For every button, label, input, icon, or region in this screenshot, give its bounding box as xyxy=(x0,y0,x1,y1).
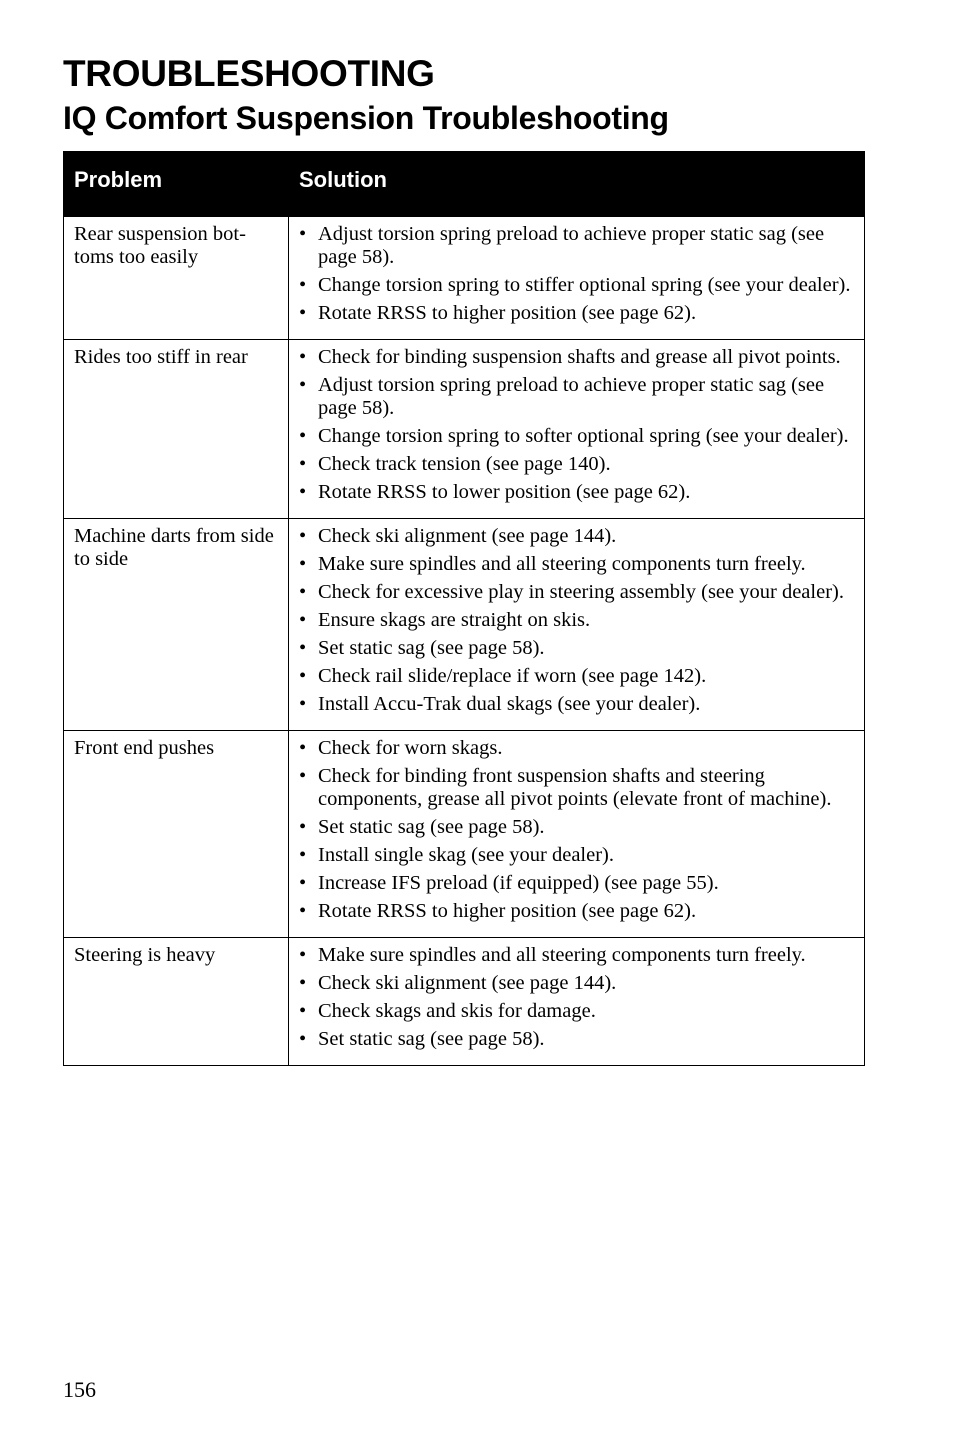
page-number: 156 xyxy=(63,1377,96,1402)
problem-cell: Machine darts from side to side xyxy=(64,519,289,731)
problem-cell: Rear suspension bot-toms too easily xyxy=(64,217,289,340)
solution-list xyxy=(299,944,856,1051)
solution-cell xyxy=(289,217,865,340)
column-header-solution: Solution xyxy=(289,152,865,217)
solution-item: • Install Accu-Trak dual skags (see your dealer). xyxy=(299,693,856,716)
solution-cell xyxy=(289,340,865,519)
solution-item: • Change torsion spring to stiffer optional spring (see your dealer). xyxy=(299,274,856,297)
problem-cell: Front end pushes xyxy=(64,731,289,938)
solution-item: • Check for binding suspension shafts and grease all pivot points. xyxy=(299,346,856,369)
solution-list xyxy=(299,223,856,325)
solution-item: • Rotate RRSS to lower position (see page 62). xyxy=(299,481,856,504)
table-body xyxy=(64,217,865,1066)
solution-item: • Install single skag (see your dealer). xyxy=(299,844,856,867)
troubleshooting-table xyxy=(63,151,865,1066)
solution-item: • Rotate RRSS to higher position (see page 62). xyxy=(299,900,856,923)
solution-item: • Check for binding front suspension shafts and steering components, grease all pivot points (elevate front of machine). xyxy=(299,765,856,811)
section-title: IQ Comfort Suspension Troubleshooting xyxy=(63,100,669,136)
solution-item: • Set static sag (see page 58). xyxy=(299,637,856,660)
solution-item: • Check track tension (see page 140). xyxy=(299,453,856,476)
solution-cell xyxy=(289,519,865,731)
solution-item: • Rotate RRSS to higher position (see page 62). xyxy=(299,302,856,325)
solution-item: • Check rail slide/replace if worn (see page 142). xyxy=(299,665,856,688)
solution-item: • Change torsion spring to softer optional spring (see your dealer). xyxy=(299,425,856,448)
solution-item: • Set static sag (see page 58). xyxy=(299,816,856,839)
solution-cell xyxy=(289,938,865,1066)
problem-cell: Steering is heavy xyxy=(64,938,289,1066)
solution-item: • Set static sag (see page 58). xyxy=(299,1028,856,1051)
solution-list xyxy=(299,525,856,716)
solution-item: • Check ski alignment (see page 144). xyxy=(299,972,856,995)
solution-item: • Adjust torsion spring preload to achieve proper static sag (see page 58). xyxy=(299,374,856,420)
table-row xyxy=(64,731,865,938)
table-row xyxy=(64,340,865,519)
solution-item: • Increase IFS preload (if equipped) (see page 55). xyxy=(299,872,856,895)
solution-item: • Adjust torsion spring preload to achieve proper static sag (see page 58). xyxy=(299,223,856,269)
solution-item: • Ensure skags are straight on skis. xyxy=(299,609,856,632)
table-row xyxy=(64,519,865,731)
page-title: TROUBLESHOOTING xyxy=(63,53,435,94)
solution-list xyxy=(299,737,856,923)
column-header-problem: Problem xyxy=(64,152,289,217)
solution-item: • Check for worn skags. xyxy=(299,737,856,760)
solution-list xyxy=(299,346,856,504)
solution-item: • Make sure spindles and all steering components turn freely. xyxy=(299,553,856,576)
solution-item: • Make sure spindles and all steering components turn freely. xyxy=(299,944,856,967)
table-row xyxy=(64,217,865,340)
solution-item: • Check ski alignment (see page 144). xyxy=(299,525,856,548)
table-header-row xyxy=(64,152,865,217)
solution-cell xyxy=(289,731,865,938)
solution-item: • Check skags and skis for damage. xyxy=(299,1000,856,1023)
solution-item: • Check for excessive play in steering assembly (see your dealer). xyxy=(299,581,856,604)
table-row xyxy=(64,938,865,1066)
problem-cell: Rides too stiff in rear xyxy=(64,340,289,519)
